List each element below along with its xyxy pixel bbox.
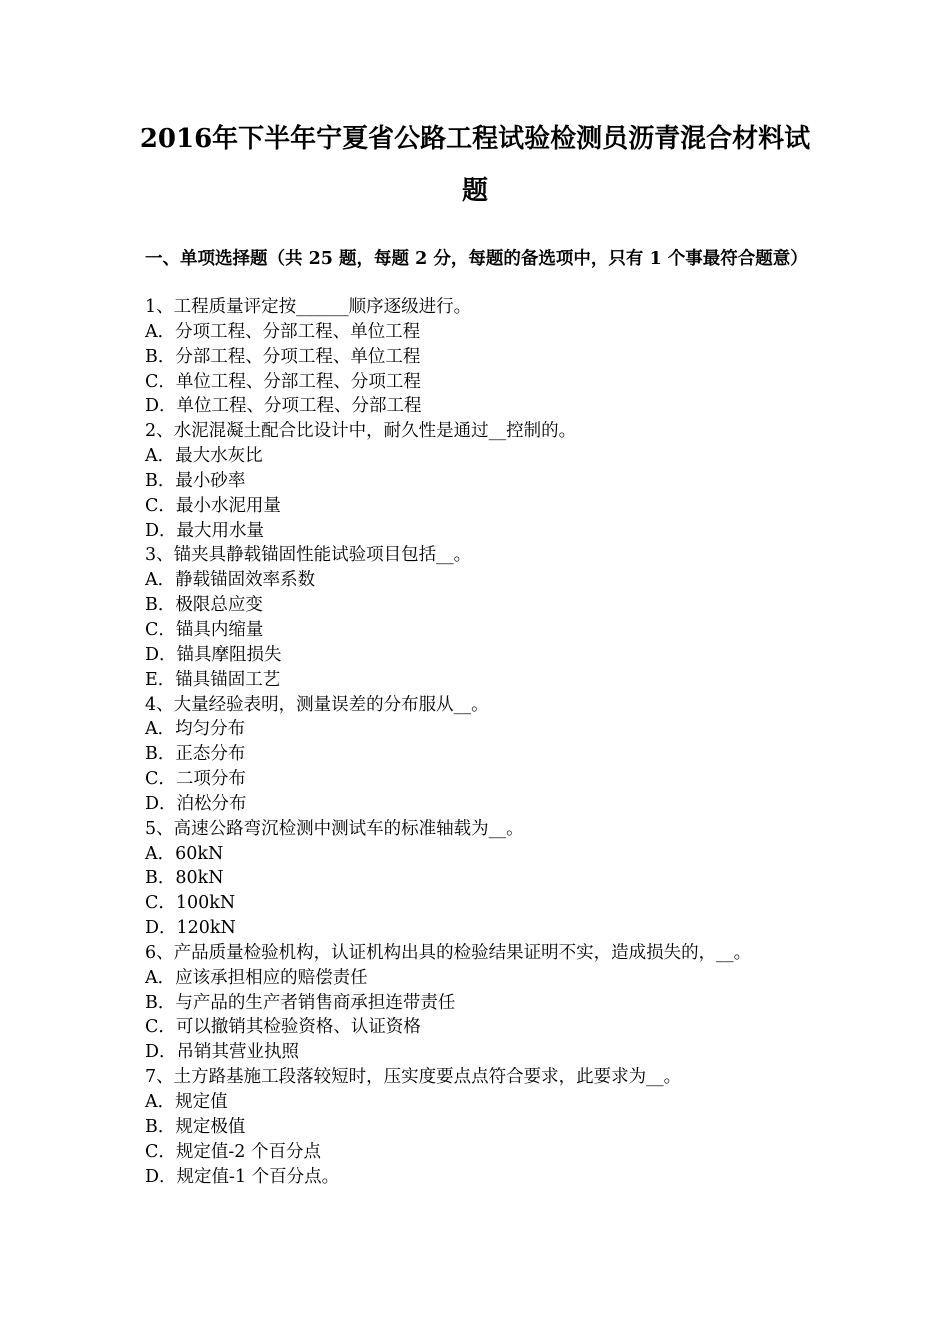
- document-title: [130, 117, 820, 213]
- question-option: A．规定值: [145, 1092, 228, 1112]
- question-option: A．60kN: [145, 843, 224, 864]
- question-option: B．80kN: [145, 868, 224, 889]
- question-stem: 6、产品质量检验机构，认证机构出具的检验结果证明不实，造成损失的，__。: [145, 942, 752, 963]
- question-option: B．正态分布: [145, 744, 246, 765]
- question-option: C．单位工程、分部工程、分项工程: [145, 371, 421, 392]
- question-stem: 7、土方路基施工段落较短时，压实度要点点符合要求，此要求为__。: [145, 1067, 682, 1088]
- question-option: D．单位工程、分项工程、分部工程: [145, 396, 422, 417]
- question-option: B．最小砂率: [145, 470, 246, 491]
- question-option: D．泊松分布: [145, 793, 247, 814]
- question-option: C．可以撤销其检验资格、认证资格: [145, 1017, 421, 1038]
- question-option: C．规定值-2 个百分点: [145, 1141, 321, 1162]
- question-option: D．锚具摩阻损失: [145, 644, 282, 665]
- question-option: C．锚具内缩量: [145, 619, 264, 640]
- question-option: B．极限总应变: [145, 595, 263, 616]
- question-stem: 1、工程质量评定按______顺序逐级进行。: [145, 297, 472, 317]
- question-option: A．静载锚固效率系数: [145, 570, 316, 591]
- question-option: D．最大用水量: [145, 520, 265, 541]
- question-option: C．100kN: [145, 893, 236, 914]
- question-option: A．最大水灰比: [145, 446, 263, 467]
- question-stem: 5、高速公路弯沉检测中测试车的标准轴载为__。: [145, 818, 524, 839]
- question-option: B．与产品的生产者销售商承担连带责任: [145, 992, 456, 1013]
- question-option: B．分部工程、分项工程、单位工程: [145, 346, 421, 367]
- question-option: D．120kN: [145, 918, 236, 939]
- question-stem: 2、水泥混凝土配合比设计中，耐久性是通过__控制的。: [145, 421, 577, 442]
- question-stem: 3、锚夹具静载锚固性能试验项目包括__。: [145, 545, 472, 566]
- question-list: [145, 295, 815, 1189]
- question-option: D．规定值-1 个百分点。: [145, 1166, 340, 1187]
- title-line-2: 题: [461, 176, 488, 206]
- question-stem: 4、大量经验表明，测量误差的分布服从__。: [145, 694, 489, 715]
- question-option: C．最小水泥用量: [145, 495, 281, 516]
- question-option: A．均匀分布: [145, 719, 246, 740]
- question-option: B．规定极值: [145, 1116, 246, 1137]
- question-option: D．吊销其营业执照: [145, 1042, 300, 1063]
- title-line-1: 2016年下半年宁夏省公路工程试验检测员沥青混合材料试: [139, 124, 811, 154]
- question-option: E．锚具锚固工艺: [145, 669, 281, 690]
- question-option: A．分项工程、分部工程、单位工程: [145, 321, 421, 342]
- section-heading: 一、单项选择题（共 25 题，每题 2 分，每题的备选项中，只有 1 个事最符合题意）: [145, 249, 808, 269]
- question-option: A．应该承担相应的赔偿责任: [145, 967, 368, 988]
- question-option: C．二项分布: [145, 769, 246, 790]
